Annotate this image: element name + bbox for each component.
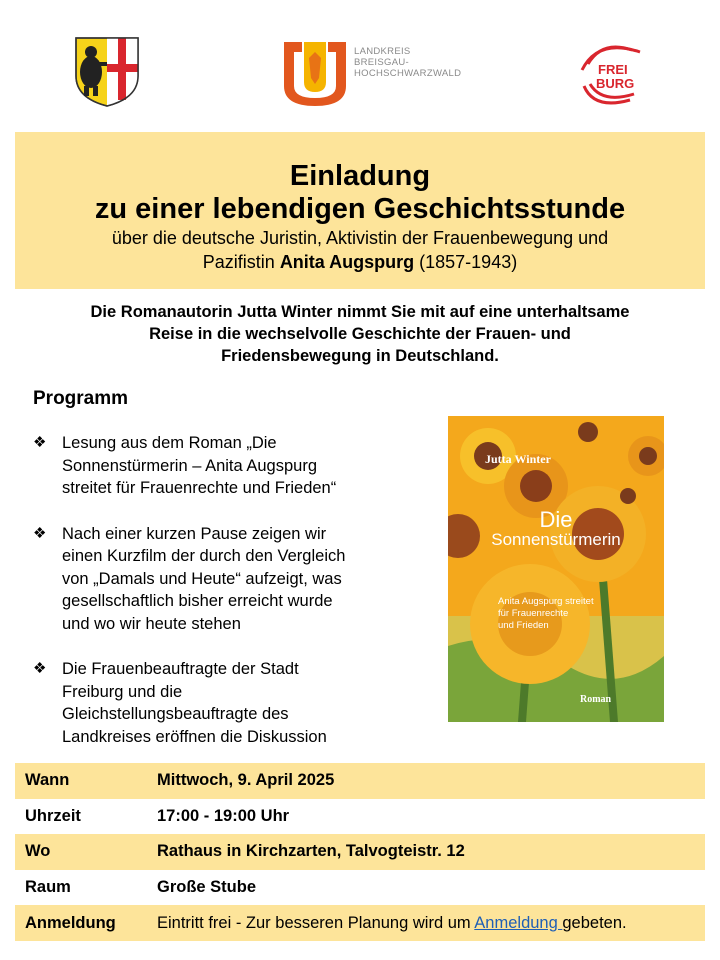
program-item <box>33 523 413 636</box>
program-list <box>33 432 413 771</box>
book-subtitle-line: Anita Augspurg streitet <box>498 596 594 607</box>
program-line: Gleichstellungsbeauftragte des <box>62 705 289 723</box>
where-label: Wo <box>25 842 51 861</box>
book-genre: Roman <box>580 694 612 705</box>
registration-link[interactable]: Anmeldung <box>474 913 563 932</box>
book-cover-image <box>448 416 664 722</box>
program-line: Sonnenstürmerin – Anita Augspurg <box>62 456 318 475</box>
event-details-table <box>15 763 705 941</box>
table-row <box>15 799 705 835</box>
when-label: Wann <box>25 771 70 790</box>
diamond-bullet-icon: ❖ <box>33 660 47 677</box>
book-subtitle-line: für Frauenrechte <box>498 608 569 619</box>
book-title-line2: Sonnenstürmerin <box>491 530 621 549</box>
where-value: Rathaus in Kirchzarten, Talvogteistr. 12 <box>157 842 465 861</box>
program-line: einen Kurzfilm der durch den Vergleich <box>62 547 346 565</box>
landkreis-line1: LANDKREIS <box>354 46 411 57</box>
invitation-title: Einladung <box>289 160 431 192</box>
room-value: Große Stube <box>157 878 257 897</box>
invitation-description-2 <box>15 250 705 274</box>
program-line: Freiburg und die <box>62 682 183 701</box>
landkreis-line3: HOCHSCHWARZWALD <box>354 68 462 79</box>
diamond-bullet-icon: ❖ <box>33 524 47 542</box>
program-line: Lesung aus dem Roman „Die <box>62 434 277 452</box>
intro-text <box>15 301 705 367</box>
room-label: Raum <box>25 878 71 897</box>
program-item <box>33 432 413 500</box>
freiburg-line1: FREI <box>598 62 628 77</box>
when-value: Mittwoch, 9. April 2025 <box>157 771 335 790</box>
landkreis-logo <box>282 38 472 108</box>
intro-line-2: Reise in die wechselvolle Geschichte der Frauen- und <box>149 325 571 343</box>
time-value: 17:00 - 19:00 Uhr <box>157 806 290 825</box>
table-row <box>15 870 705 906</box>
invitation-box <box>15 132 705 289</box>
registration-text: Eintritt frei - Zur besseren Planung wird um <box>157 913 475 932</box>
landkreis-name <box>354 46 461 79</box>
registration-label: Anmeldung <box>25 913 116 932</box>
program-line: von „Damals und Heute“ aufzeigt, was <box>62 569 342 588</box>
diamond-bullet-icon: ❖ <box>33 434 47 451</box>
table-row <box>15 763 705 799</box>
table-row <box>15 905 705 941</box>
freiburg-line2: BURG <box>596 76 635 91</box>
program-line: streitet für Frauenrechte und Frieden“ <box>62 479 337 497</box>
program-line: Die Frauenbeauftragte der Stadt <box>62 660 299 678</box>
landkreis-line2: BREISGAU- <box>354 57 409 68</box>
program-line: Landkreises eröffnen die Diskussion <box>62 727 327 746</box>
program-line: und wo wir heute stehen <box>62 614 241 633</box>
logo-row <box>0 30 720 110</box>
book-title-line1: Die <box>539 507 573 532</box>
registration-value <box>147 905 705 941</box>
program-item <box>33 658 413 748</box>
sunflower-illustration <box>448 416 664 722</box>
freiburg-logo <box>574 38 654 108</box>
book-subtitle <box>498 596 658 632</box>
invitation-subtitle: zu einer lebendigen Geschichtsstunde <box>94 193 626 225</box>
honoree-years: (1857-1943) <box>414 252 518 272</box>
description-prefix: Pazifistin <box>202 252 280 272</box>
book-subtitle-line: und Frieden <box>498 620 549 631</box>
honoree-name: Anita Augspurg <box>279 252 415 272</box>
registration-suffix: gebeten. <box>562 913 627 932</box>
program-title: Programm <box>33 388 129 409</box>
kirchzarten-crest-logo <box>74 36 140 108</box>
book-author: Jutta Winter <box>485 452 551 466</box>
intro-line-1: Die Romanautorin Jutta Winter nimmt Sie mit auf eine unterhaltsame <box>90 303 630 321</box>
time-label: Uhrzeit <box>25 806 81 825</box>
invitation-description-1: über die deutsche Juristin, Aktivistin der Frauenbewegung und <box>111 228 609 248</box>
program-line: gesellschaftlich bisher erreicht wurde <box>62 592 333 610</box>
intro-line-3: Friedensbewegung in Deutschland. <box>221 347 499 365</box>
table-row <box>15 834 705 870</box>
program-line: Nach einer kurzen Pause zeigen wir <box>62 524 327 543</box>
